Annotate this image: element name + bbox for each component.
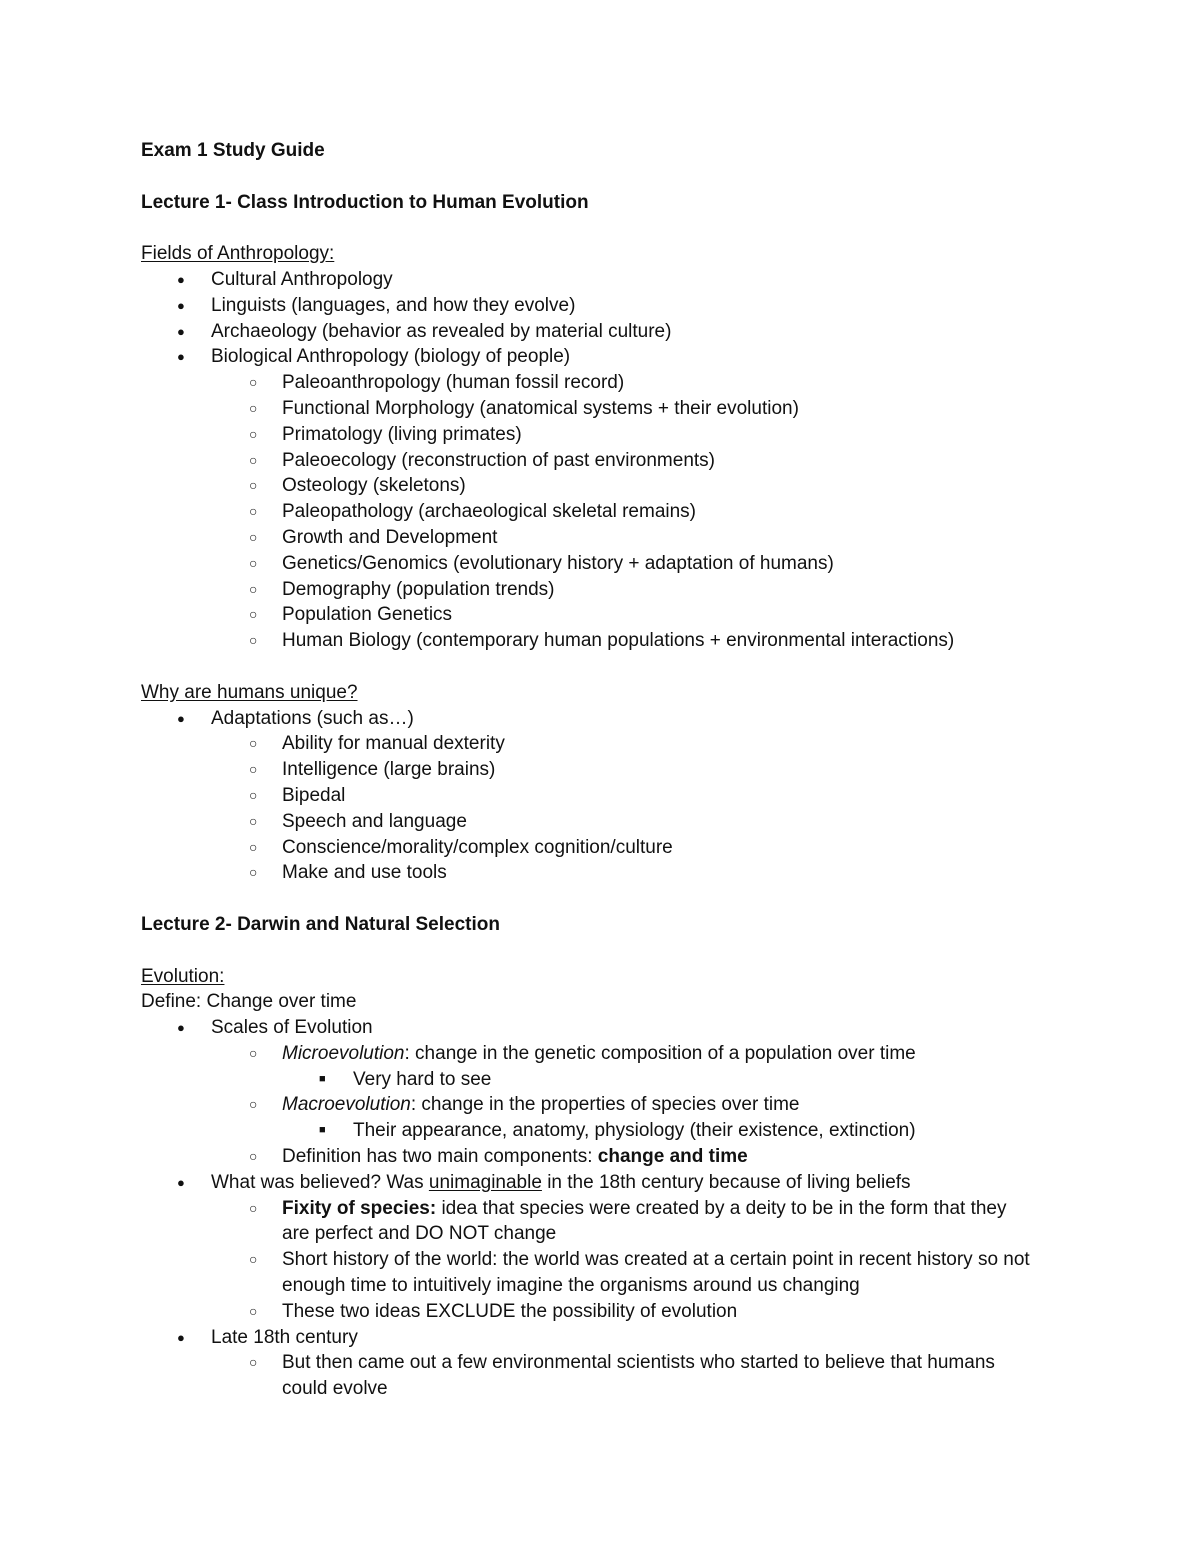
- lecture1-heading: Lecture 1- Class Introduction to Human Evolution: [141, 191, 589, 213]
- list-item: ○ Conscience/morality/complex cognition/culture: [141, 835, 1081, 861]
- unique-heading: Why are humans unique?: [141, 681, 358, 703]
- list-item: ○ Microevolution: change in the genetic composition of a population over time: [141, 1041, 1081, 1067]
- list-item: ● What was believed? Was unimaginable in the 18th century because of living beliefs: [141, 1170, 1081, 1196]
- square-bullet: ■: [319, 1072, 326, 1085]
- list-item: ○ Ability for manual dexterity: [141, 731, 1081, 757]
- evolution-definition: Define: Change over time: [141, 991, 357, 1013]
- circle-bullet: ○: [249, 374, 258, 391]
- circle-bullet: ○: [249, 1354, 258, 1371]
- disc-bullet: ●: [177, 323, 185, 339]
- list-item: ○ Definition has two main components: change and time: [141, 1144, 1081, 1170]
- circle-bullet: ○: [249, 812, 258, 829]
- list-item: ○ Make and use tools: [141, 860, 1081, 886]
- circle-bullet: ○: [249, 1148, 258, 1165]
- circle-bullet: ○: [249, 786, 258, 803]
- square-bullet: ■: [319, 1124, 326, 1137]
- circle-bullet: ○: [249, 425, 258, 442]
- list-item: ○ Speech and language: [141, 809, 1081, 835]
- document-page: [141, 138, 1081, 1402]
- circle-bullet: ○: [249, 1302, 258, 1319]
- circle-bullet: ○: [249, 477, 258, 494]
- list-item: ■ Very hard to see: [141, 1067, 1081, 1093]
- disc-bullet: ●: [177, 1329, 185, 1345]
- list-item: ■ Their appearance, anatomy, physiology (their existence, extinction): [141, 1118, 1081, 1144]
- disc-bullet: ●: [177, 271, 185, 287]
- fields-heading: Fields of Anthropology:: [141, 243, 335, 265]
- list-item: ○ Paleoanthropology (human fossil record): [141, 370, 1081, 396]
- disc-bullet: ●: [177, 349, 185, 365]
- disc-bullet: ●: [177, 297, 185, 313]
- list-item: ● Archaeology (behavior as revealed by material culture): [141, 319, 1081, 345]
- list-item: ○ Macroevolution: change in the properties of species over time: [141, 1092, 1081, 1118]
- list-item: ● Scales of Evolution: [141, 1015, 1081, 1041]
- disc-bullet: ●: [177, 710, 185, 726]
- list-item: ○ Primatology (living primates): [141, 422, 1081, 448]
- list-item: ● Adaptations (such as…): [141, 706, 1081, 732]
- circle-bullet: ○: [249, 1096, 258, 1113]
- list-item: ○ Intelligence (large brains): [141, 757, 1081, 783]
- circle-bullet: ○: [249, 1199, 258, 1216]
- list-item: ○ Population Genetics: [141, 602, 1081, 628]
- list-item: ○ Functional Morphology (anatomical systems + their evolution): [141, 396, 1081, 422]
- document-title: Exam 1 Study Guide: [141, 140, 325, 161]
- circle-bullet: ○: [249, 528, 258, 545]
- disc-bullet: ●: [177, 1174, 185, 1190]
- list-item: ○ Osteology (skeletons): [141, 473, 1081, 499]
- list-item: ● Cultural Anthropology: [141, 267, 1081, 293]
- list-item-continuation: could evolve: [282, 1378, 388, 1400]
- list-item: ○ Paleopathology (archaeological skeletal remains): [141, 499, 1081, 525]
- circle-bullet: ○: [249, 632, 258, 649]
- disc-bullet: ●: [177, 1020, 185, 1036]
- list-item: ○ But then came out a few environmental scientists who started to believe that humans: [141, 1350, 1081, 1376]
- circle-bullet: ○: [249, 1044, 258, 1061]
- circle-bullet: ○: [249, 1251, 258, 1268]
- circle-bullet: ○: [249, 864, 258, 881]
- circle-bullet: ○: [249, 554, 258, 571]
- list-item: ○ Growth and Development: [141, 525, 1081, 551]
- list-item: ○ Fixity of species: idea that species were created by a deity to be in the form that they: [141, 1196, 1081, 1222]
- list-item: ● Biological Anthropology (biology of people): [141, 344, 1081, 370]
- list-item-continuation: are perfect and DO NOT change: [282, 1223, 557, 1245]
- circle-bullet: ○: [249, 451, 258, 468]
- circle-bullet: ○: [249, 838, 258, 855]
- evolution-heading: Evolution:: [141, 965, 225, 987]
- circle-bullet: ○: [249, 761, 258, 778]
- list-item: ○ Paleoecology (reconstruction of past environments): [141, 448, 1081, 474]
- circle-bullet: ○: [249, 503, 258, 520]
- circle-bullet: ○: [249, 735, 258, 752]
- lecture2-heading: Lecture 2- Darwin and Natural Selection: [141, 913, 500, 935]
- list-item: ○ Genetics/Genomics (evolutionary history + adaptation of humans): [141, 551, 1081, 577]
- circle-bullet: ○: [249, 606, 258, 623]
- list-item: ○ Bipedal: [141, 783, 1081, 809]
- list-item: ● Late 18th century: [141, 1325, 1081, 1351]
- list-item: ○ Short history of the world: the world was created at a certain point in recent history so not: [141, 1247, 1081, 1273]
- list-item: ○ Demography (population trends): [141, 577, 1081, 603]
- circle-bullet: ○: [249, 580, 258, 597]
- list-item: ● Linguists (languages, and how they evolve): [141, 293, 1081, 319]
- list-item: ○ These two ideas EXCLUDE the possibility of evolution: [141, 1299, 1081, 1325]
- list-item: ○ Human Biology (contemporary human populations + environmental interactions): [141, 628, 1081, 654]
- list-item-continuation: enough time to intuitively imagine the organisms around us changing: [282, 1275, 860, 1297]
- circle-bullet: ○: [249, 399, 258, 416]
